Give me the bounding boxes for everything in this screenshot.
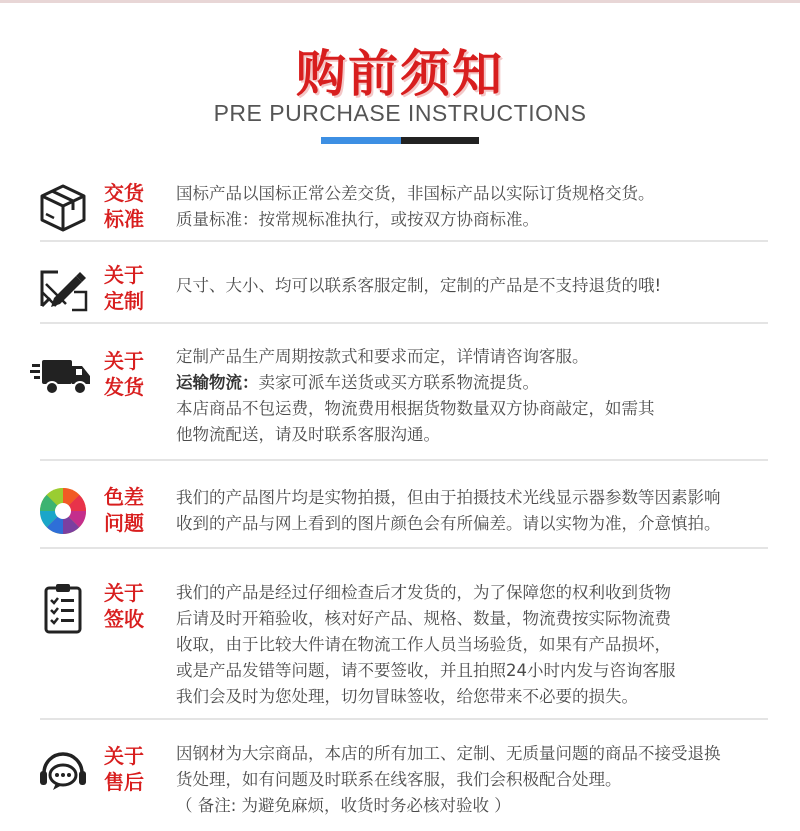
text-line: （ 备注: 为避免麻烦，收货时务必核对验收 ）	[176, 796, 511, 815]
section-label	[104, 580, 154, 632]
text-line: 定制产品生产周期按款式和要求而定，详情请咨询客服。	[176, 347, 589, 366]
section-label	[104, 743, 154, 795]
page-subtitle: PRE PURCHASE INSTRUCTIONS	[213, 100, 587, 126]
divider	[40, 718, 768, 720]
underline-blue-segment	[321, 137, 401, 144]
divider	[40, 459, 768, 461]
label-line-1: 关于	[104, 744, 144, 768]
section-text	[176, 181, 776, 233]
title-underline	[321, 137, 479, 144]
bold-prefix: 运输物流：	[176, 373, 259, 392]
text-line: 他物流配送，请及时联系客服沟通。	[176, 425, 440, 444]
divider	[40, 322, 768, 324]
text-line: 质量标准：按常规标准执行，或按双方协商标准。	[176, 210, 539, 229]
section-text	[176, 344, 776, 448]
label-line-2: 问题	[104, 511, 144, 535]
text-line: 货处理，如有问题及时联系在线客服，我们会积极配合处理。	[176, 770, 622, 789]
label-line-2: 定制	[104, 289, 144, 313]
label-line-2: 售后	[104, 770, 144, 794]
section-text	[176, 273, 776, 299]
label-line-1: 关于	[104, 349, 144, 373]
label-line-1: 交货	[104, 181, 144, 205]
label-line-1: 关于	[104, 263, 144, 287]
label-line-2: 签收	[104, 607, 144, 631]
delivery-truck-icon	[30, 350, 94, 404]
top-border	[0, 0, 800, 3]
text-line: 或是产品发错等问题，请不要签收，并且拍照24小时内发与咨询客服	[176, 661, 676, 680]
label-line-2: 标准	[104, 207, 144, 231]
text-line: 本店商品不包运费，物流费用根据货物数量双方协商敲定，如需其	[176, 399, 655, 418]
text-line: 我们的产品是经过仔细检查后才发货的，为了保障您的权利收到货物	[176, 583, 671, 602]
label-line-1: 色差	[104, 485, 144, 509]
section-label	[104, 348, 154, 400]
label-line-2: 发货	[104, 375, 144, 399]
text-line: 后请及时开箱验收，核对好产品、规格、数量，物流费按实际物流费	[176, 609, 671, 628]
text-line	[176, 370, 776, 396]
underline-black-segment	[401, 137, 479, 144]
section-label	[104, 262, 154, 314]
headset-chat-icon	[36, 745, 90, 799]
text-rest: 卖家可派车送货或买方联系物流提货。	[258, 373, 539, 392]
divider	[40, 240, 768, 242]
section-text	[176, 485, 776, 537]
divider	[40, 547, 768, 549]
section-text	[176, 741, 776, 819]
page-title: 购前须知	[296, 45, 504, 103]
text-line: 收取，由于比较大件请在物流工作人员当场验货，如果有产品损坏，	[176, 635, 671, 654]
section-label	[104, 180, 154, 232]
text-line: 国标产品以国标正常公差交货，非国标产品以实际订货规格交货。	[176, 184, 655, 203]
edit-pencil-icon	[36, 262, 90, 316]
color-wheel-icon	[36, 484, 90, 538]
clipboard-checklist-icon	[36, 582, 90, 636]
text-line: 因钢材为大宗商品，本店的所有加工、定制、无质量问题的商品不接受退换	[176, 744, 721, 763]
text-line: 收到的产品与网上看到的图片颜色会有所偏差。请以实物为准，介意慎拍。	[176, 514, 721, 533]
text-line: 我们的产品图片均是实物拍摄，但由于拍摄技术光线显示器参数等因素影响	[176, 488, 721, 507]
section-label	[104, 484, 154, 536]
text-line: 尺寸、大小、均可以联系客服定制，定制的产品是不支持退货的哦!	[176, 276, 662, 295]
label-line-1: 关于	[104, 581, 144, 605]
text-line: 我们会及时为您处理，切勿冒昧签收，给您带来不必要的损失。	[176, 687, 638, 706]
box-icon	[36, 180, 90, 234]
section-text	[176, 580, 776, 710]
